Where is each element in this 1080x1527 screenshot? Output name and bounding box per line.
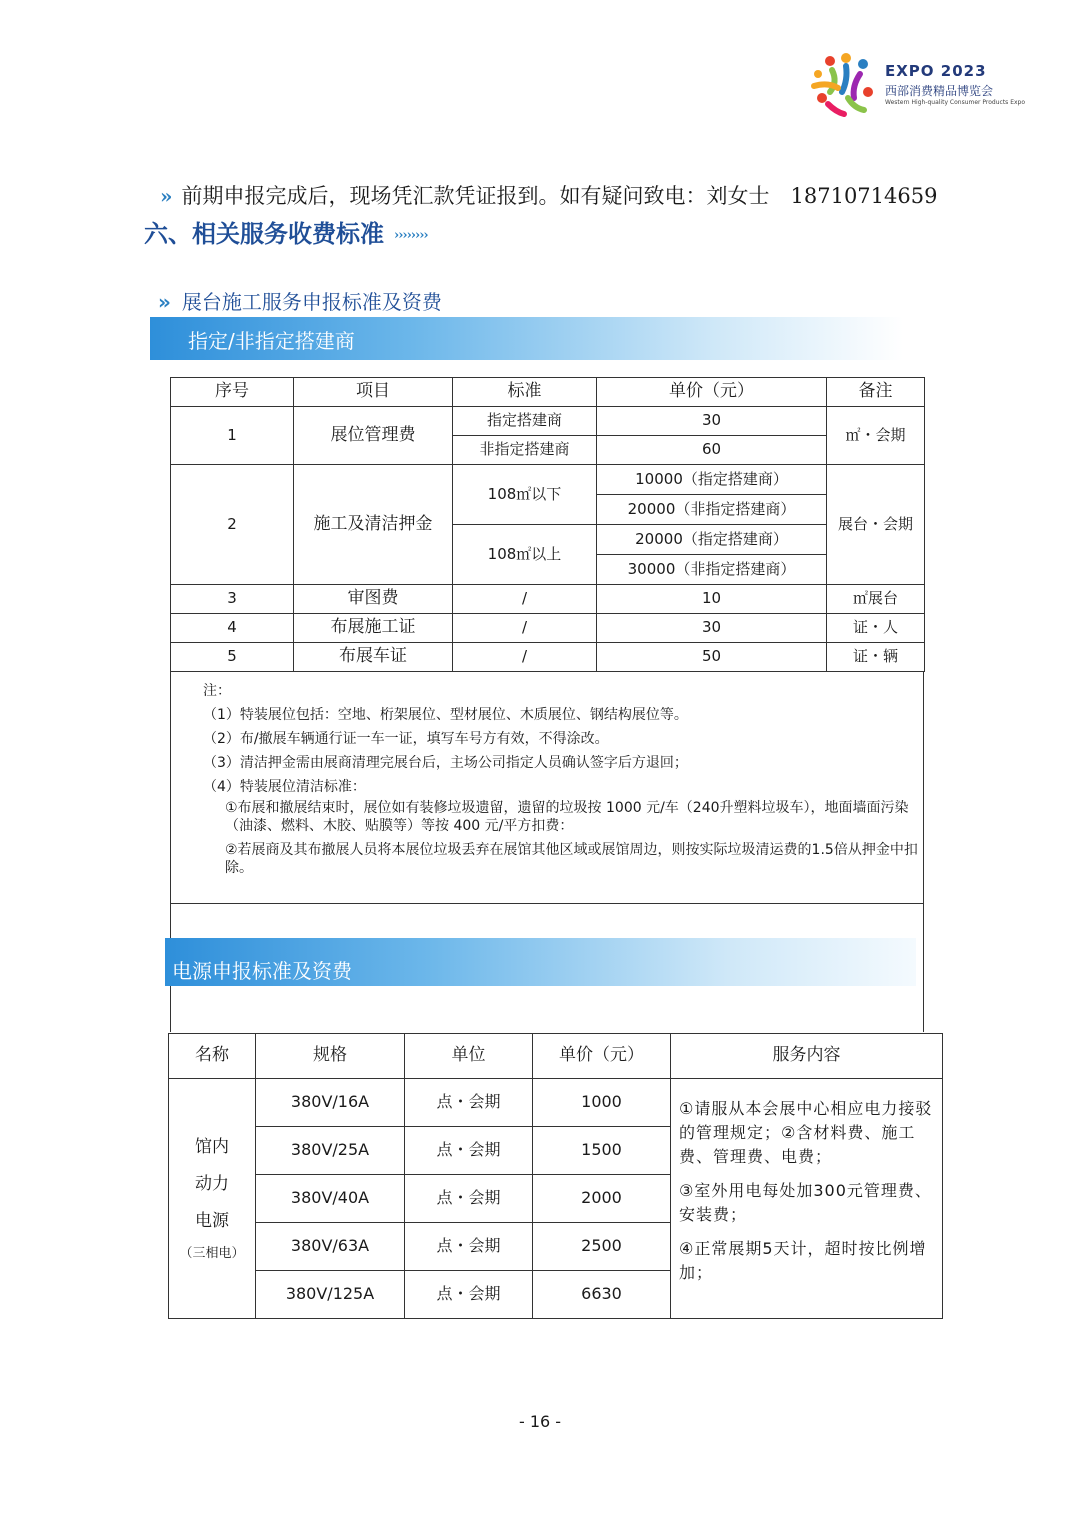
subsection-title-text: 展台施工服务申报标准及资费 bbox=[181, 290, 442, 314]
price-cell: 2000 bbox=[533, 1175, 671, 1223]
row1-standard-a: 指定搭建商 bbox=[453, 407, 597, 436]
page-number: - 16 - bbox=[518, 1412, 562, 1431]
row3-standard: / bbox=[453, 585, 597, 614]
arrow-dots-icon: ›››››››› bbox=[394, 228, 428, 243]
row2-price-1: 10000（指定搭建商） bbox=[597, 465, 827, 495]
power-fee-table bbox=[168, 1033, 943, 1319]
unit-cell: 点・会期 bbox=[405, 1271, 533, 1319]
note-1: （1）特装展位包括：空地、桁架展位、型材展位、木质展位、钢结构展位等。 bbox=[203, 707, 688, 723]
row5-no: 5 bbox=[171, 643, 294, 672]
header-unit-price: 单价（元） bbox=[533, 1034, 671, 1079]
contractor-band bbox=[150, 317, 903, 360]
power-name-note: （三相电） bbox=[179, 1246, 245, 1261]
row2-item: 施工及清洁押金 bbox=[294, 465, 453, 585]
logo-tagline: Western High-quality Consumer Products Expo bbox=[885, 99, 1026, 106]
notes-block bbox=[203, 679, 925, 883]
row1-standard-b: 非指定搭建商 bbox=[453, 436, 597, 465]
row5-item: 布展车证 bbox=[294, 643, 453, 672]
power-name-line-1: 馆内 bbox=[195, 1137, 229, 1157]
row3-no: 3 bbox=[171, 585, 294, 614]
row4-item: 布展施工证 bbox=[294, 614, 453, 643]
price-cell: 1500 bbox=[533, 1127, 671, 1175]
row2-no: 2 bbox=[171, 465, 294, 585]
power-band bbox=[165, 938, 916, 986]
table-row bbox=[171, 643, 925, 672]
row3-price: 10 bbox=[597, 585, 827, 614]
power-band-label: 电源申报标准及资费 bbox=[172, 959, 352, 983]
row5-price: 50 bbox=[597, 643, 827, 672]
spec-cell: 380V/16A bbox=[256, 1079, 405, 1127]
header-price: 单价（元） bbox=[597, 378, 827, 407]
note-3: （3）清洁押金需由展商清理完展台后，主场公司指定人员确认签字后方退回； bbox=[203, 755, 688, 771]
row1-item: 展位管理费 bbox=[294, 407, 453, 465]
row4-note: 证・人 bbox=[827, 614, 925, 643]
contractor-band-label: 指定/非指定搭建商 bbox=[188, 329, 355, 353]
header-no: 序号 bbox=[171, 378, 294, 407]
price-cell: 6630 bbox=[533, 1271, 671, 1319]
table-row bbox=[171, 407, 925, 436]
unit-cell: 点・会期 bbox=[405, 1175, 533, 1223]
row2-standard-a: 108㎡以下 bbox=[453, 465, 597, 525]
row4-no: 4 bbox=[171, 614, 294, 643]
notes-frame-divider bbox=[170, 903, 924, 904]
row2-note: 展台・会期 bbox=[827, 465, 925, 585]
notes-head: 注： bbox=[203, 683, 231, 699]
price-cell: 2500 bbox=[533, 1223, 671, 1271]
row5-standard: / bbox=[453, 643, 597, 672]
note-4a: ①布展和撤展结束时，展位如有装修垃圾遗留，遗留的垃圾按 1000 元/车（240升塑料垃圾车），地面墙面污染（油漆、燃料、木胶、贴膜等）等按 400 元/平方扣费： bbox=[225, 800, 909, 834]
table-row bbox=[171, 614, 925, 643]
spec-cell: 380V/25A bbox=[256, 1127, 405, 1175]
table-row bbox=[169, 1079, 943, 1127]
table-header-row bbox=[171, 378, 925, 407]
row3-item: 审图费 bbox=[294, 585, 453, 614]
row5-note: 证・辆 bbox=[827, 643, 925, 672]
header-item: 项目 bbox=[294, 378, 453, 407]
booth-fee-table bbox=[170, 377, 925, 672]
service-content-cell bbox=[671, 1079, 943, 1319]
power-name-line-2: 动力 bbox=[195, 1174, 229, 1194]
row1-price-b: 60 bbox=[597, 436, 827, 465]
logo-title: EXPO 2023 bbox=[885, 62, 987, 80]
unit-cell: 点・会期 bbox=[405, 1127, 533, 1175]
table-header-row bbox=[169, 1034, 943, 1079]
spec-cell: 380V/63A bbox=[256, 1223, 405, 1271]
row1-no: 1 bbox=[171, 407, 294, 465]
spec-cell: 380V/125A bbox=[256, 1271, 405, 1319]
row2-price-4: 30000（非指定搭建商） bbox=[597, 555, 827, 585]
row2-standard-b: 108㎡以上 bbox=[453, 525, 597, 585]
expo-colorful-people-logo-icon bbox=[808, 52, 883, 122]
price-cell: 1000 bbox=[533, 1079, 671, 1127]
header-spec: 规格 bbox=[256, 1034, 405, 1079]
header-note: 备注 bbox=[827, 378, 925, 407]
note-4: （4）特装展位清洁标准： bbox=[203, 779, 366, 795]
contact-text: 前期申报完成后，现场凭汇款凭证报到。如有疑问致电：刘女士 18710714659 bbox=[181, 184, 938, 208]
row1-note: ㎡・会期 bbox=[827, 407, 925, 465]
note-4b: ②若展商及其布撤展人员将本展位垃圾丢弃在展馆其他区域或展馆周边，则按实际垃圾清运费的1.5倍从押金中扣除。 bbox=[225, 842, 918, 876]
subsection-title bbox=[158, 286, 442, 315]
double-chevron-icon: » bbox=[160, 184, 168, 208]
contact-line bbox=[160, 180, 937, 210]
header-unit: 单位 bbox=[405, 1034, 533, 1079]
row3-note: ㎡展台 bbox=[827, 585, 925, 614]
row2-price-3: 20000（指定搭建商） bbox=[597, 525, 827, 555]
unit-cell: 点・会期 bbox=[405, 1223, 533, 1271]
row4-standard: / bbox=[453, 614, 597, 643]
note-2: （2）布/撤展车辆通行证一车一证，填写车号方有效，不得涂改。 bbox=[203, 731, 609, 747]
double-chevron-icon: » bbox=[158, 290, 166, 314]
header-name: 名称 bbox=[169, 1034, 256, 1079]
row2-price-2: 20000（非指定搭建商） bbox=[597, 495, 827, 525]
header-service: 服务内容 bbox=[671, 1034, 943, 1079]
row4-price: 30 bbox=[597, 614, 827, 643]
service-item-2: ③室外用电每处加300元管理费、安装费； bbox=[679, 1181, 932, 1224]
power-name-cell bbox=[169, 1079, 256, 1319]
service-item-1: ①请服从本会展中心相应电力接驳的管理规定；②含材料费、施工费、管理费、电费； bbox=[679, 1099, 933, 1166]
table-row bbox=[171, 585, 925, 614]
section-title bbox=[144, 214, 428, 249]
section-title-text: 六、相关服务收费标准 bbox=[144, 219, 384, 248]
power-name-line-3: 电源 bbox=[195, 1211, 229, 1231]
header-standard: 标准 bbox=[453, 378, 597, 407]
table-row bbox=[171, 465, 925, 495]
logo-subtitle: 西部消费精品博览会 bbox=[885, 84, 994, 98]
row1-price-a: 30 bbox=[597, 407, 827, 436]
unit-cell: 点・会期 bbox=[405, 1079, 533, 1127]
expo-logo bbox=[808, 52, 1026, 122]
spec-cell: 380V/40A bbox=[256, 1175, 405, 1223]
service-item-3: ④正常展期5天计，超时按比例增加； bbox=[679, 1239, 927, 1282]
